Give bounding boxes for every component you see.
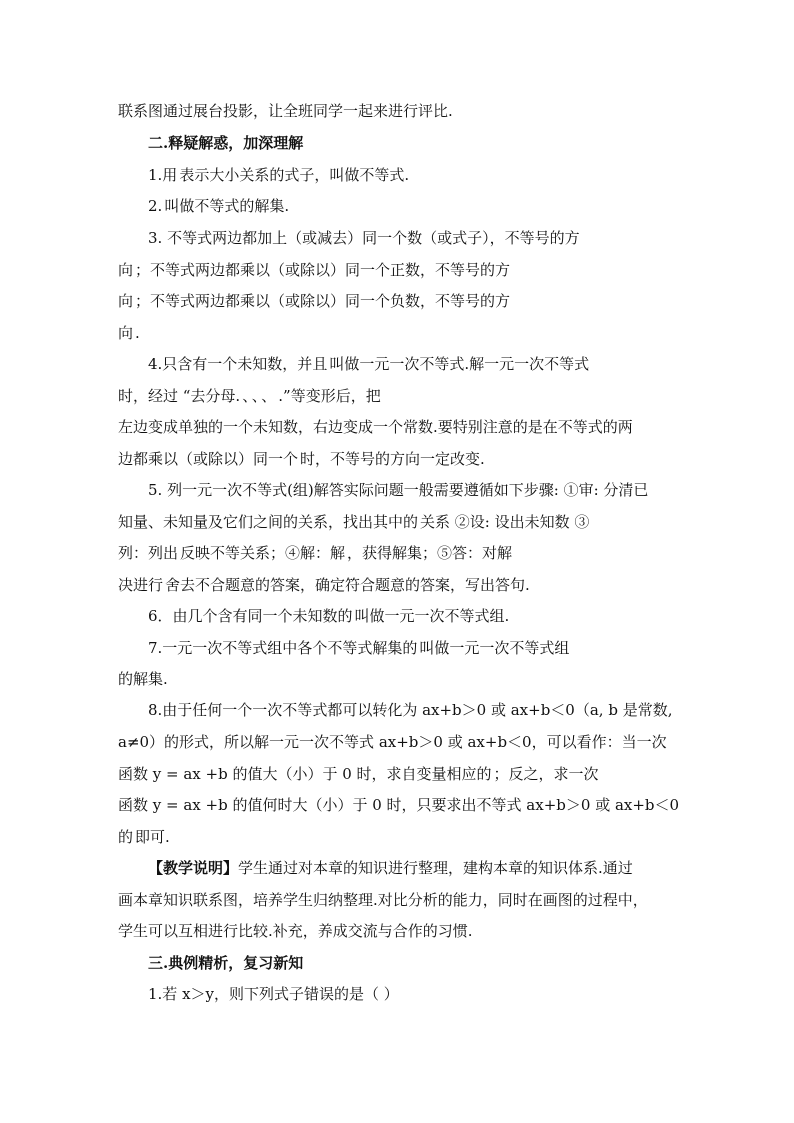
question-3-line: 向 ；不等式两边都乘以（或除以）同一个负数，不等号的方 <box>118 292 511 310</box>
question-3: 3. 不等式两边都加上（或减去）同一个数（或式子），不等号的方 <box>148 229 580 247</box>
question-7: 7.一元一次不等式组中各个不等式解集的 叫做一元一次不等式组 <box>148 639 570 657</box>
question-6: 6．由几个含有同一个未知数的 叫做一元一次不等式组. <box>148 607 510 625</box>
question-4-line: 左边变成单独的一个未知数，右边变成一个常数.要特别注意的是在不等式的两 <box>118 418 633 436</box>
question-4-line: 边都乘以（或除以）同一个 时，不等号的方向一定改变. <box>118 450 485 468</box>
question-8: 8.由于任何一个一次不等式都可以转化为 ax+b＞0 或 ax+b＜0（a, b 是常数, <box>148 701 673 719</box>
question-5-line: 列：列出 反映不等关系；④解：解 ，获得解集；⑤答：对解 <box>118 544 513 562</box>
question-2: 2. 叫做不等式的解集. <box>148 197 290 215</box>
section-heading: 三.典例精析，复习新知 <box>148 954 304 972</box>
question-8-line: 的 即可. <box>118 828 170 846</box>
teaching-note: 【教学说明】学生通过对本章的知识进行整理，建构本章的知识体系.通过 <box>148 859 633 877</box>
question-5-line: 决进行 舍去不合题意的答案，确定符合题意的答案，写出答句. <box>118 576 530 594</box>
text-line: 联系图通过展台投影，让全班同学一起来进行评比. <box>118 102 453 120</box>
question-4: 4.只含有一个未知数，并且 叫做一元一次不等式.解一元一次不等式 <box>148 355 590 373</box>
question-8-line: a≠0）的形式，所以解一元一次不等式 ax+b＞0 或 ax+b＜0，可以看作：当一次 <box>118 733 667 751</box>
question-8-line: 函数 y = ax +b 的值何时大（小）于 0 时，只要求出不等式 ax+b＞0 或 ax+b＜0 <box>118 796 680 814</box>
question-5-line: 知量、未知量及它们之间的关系，找出其中的 关系 ②设: 设出未知数 ③ <box>118 513 590 531</box>
question-8-line: 函数 y = ax +b 的值大（小）于 0 时，求自变量相应的 ；反之，求一次 <box>118 765 599 783</box>
question-3-line: 向 ；不等式两边都乘以（或除以）同一个正数，不等号的方 <box>118 261 511 279</box>
question-4-line: 时，经过 “去分母. 、 、 、 .”等变形后，把 <box>118 387 381 405</box>
section-heading: 二.释疑解惑，加深理解 <box>148 134 304 152</box>
question-5: 5. 列一元一次不等式(组)解答实际问题一般需要遵循如下步骤: ①审: 分清已 <box>148 481 649 499</box>
question-3-line: 向 . <box>118 324 140 342</box>
teaching-note-line: 学生可以互相进行比较.补充，养成交流与合作的习惯. <box>118 922 473 940</box>
question-7-line: 的解集. <box>118 670 168 688</box>
question-1: 1.用 表示大小关系的式子，叫做不等式. <box>148 166 410 184</box>
problem-1: 1.若 x＞y，则下列式子错误的是（ ） <box>148 985 399 1003</box>
teaching-note-line: 画本章知识联系图，培养学生归纳整理.对比分析的能力，同时在画图的过程中， <box>118 891 648 909</box>
